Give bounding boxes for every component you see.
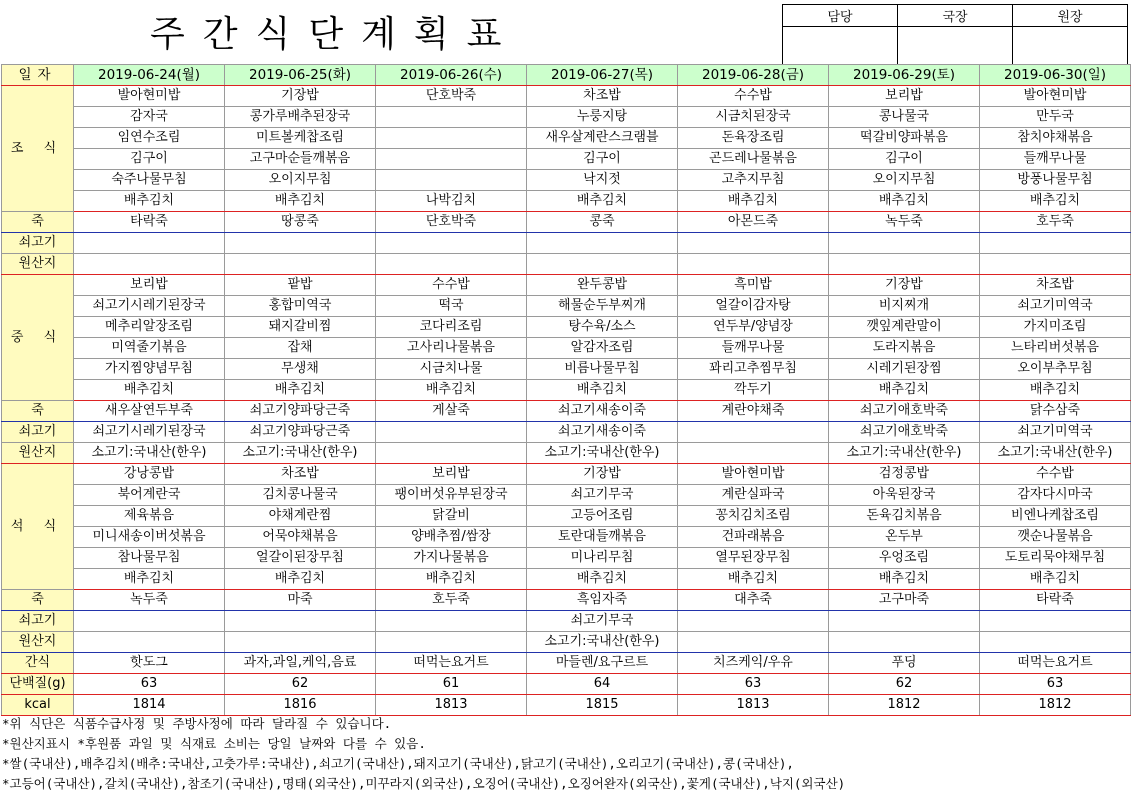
meal-label-lunch: 중 식 — [2, 275, 74, 401]
protein-value: 63 — [980, 674, 1131, 695]
menu-item: 배추김치 — [376, 569, 527, 590]
menu-item: 시레기된장찜 — [829, 359, 980, 380]
beef-origin-label: 원산지 — [2, 443, 74, 464]
menu-item: 미니새송이버섯볶음 — [74, 527, 225, 548]
menu-item: 무생채 — [225, 359, 376, 380]
menu-item: 알감자조림 — [527, 338, 678, 359]
porridge-item: 녹두죽 — [829, 212, 980, 233]
snack-item: 떠먹는요거트 — [376, 653, 527, 674]
kcal-value: 1815 — [527, 695, 678, 716]
porridge-item: 쇠고기양파당근죽 — [225, 401, 376, 422]
menu-item: 북어계란국 — [74, 485, 225, 506]
protein-value: 63 — [74, 674, 225, 695]
menu-item: 비름나물무침 — [527, 359, 678, 380]
menu-item: 배추김치 — [225, 569, 376, 590]
porridge-item: 계란야채죽 — [678, 401, 829, 422]
table-row — [2, 422, 1131, 443]
snack-item: 과자,과일,케익,음료 — [225, 653, 376, 674]
table-row — [2, 149, 1131, 170]
menu-item — [376, 170, 527, 191]
porridge-item: 쇠고기애호박죽 — [829, 401, 980, 422]
menu-item: 발아현미밥 — [74, 86, 225, 107]
date-header: 2019-06-30(일) — [980, 65, 1131, 86]
beef-origin-item — [225, 611, 376, 632]
table-row — [2, 527, 1131, 548]
menu-item: 배추김치 — [527, 380, 678, 401]
date-header: 2019-06-26(수) — [376, 65, 527, 86]
meal-label-dinner: 석 식 — [2, 464, 74, 590]
menu-item: 도토리묵야채무침 — [980, 548, 1131, 569]
menu-item: 어묵야채볶음 — [225, 527, 376, 548]
menu-item: 계란실파국 — [678, 485, 829, 506]
approval-label-staff: 담당 — [783, 5, 898, 27]
approval-box — [782, 4, 1128, 68]
table-row — [2, 212, 1131, 233]
page-title: 주간식단계획표 — [150, 14, 520, 55]
menu-item: 꽈리고추찜무침 — [678, 359, 829, 380]
beef-origin-item — [376, 443, 527, 464]
menu-item: 발아현미밥 — [678, 464, 829, 485]
menu-item: 배추김치 — [74, 569, 225, 590]
menu-item: 팽이버섯유부된장국 — [376, 485, 527, 506]
kcal-value: 1816 — [225, 695, 376, 716]
table-row — [2, 548, 1131, 569]
menu-item: 미나리무침 — [527, 548, 678, 569]
menu-item: 쇠고기미역국 — [980, 296, 1131, 317]
menu-item: 완두콩밥 — [527, 275, 678, 296]
date-header: 2019-06-29(토) — [829, 65, 980, 86]
menu-item: 수수밥 — [678, 86, 829, 107]
table-row — [2, 107, 1131, 128]
beef-origin-item — [527, 254, 678, 275]
menu-item: 미역줄기볶음 — [74, 338, 225, 359]
table-row — [2, 590, 1131, 611]
porridge-item: 콩죽 — [527, 212, 678, 233]
menu-item: 돼지갈비찜 — [225, 317, 376, 338]
menu-item: 배추김치 — [74, 191, 225, 212]
menu-item: 돈육장조림 — [678, 128, 829, 149]
beef-origin-item: 소고기:국내산(한우) — [829, 443, 980, 464]
menu-item: 홍합미역국 — [225, 296, 376, 317]
menu-item: 김구이 — [829, 149, 980, 170]
approval-label-director: 국장 — [898, 5, 1013, 27]
beef-origin-item — [980, 254, 1131, 275]
date-header-label: 일자 — [2, 65, 74, 86]
porridge-label: 죽 — [2, 401, 74, 422]
beef-origin-item — [225, 233, 376, 254]
beef-origin-item: 쇠고기양파당근죽 — [225, 422, 376, 443]
porridge-item: 고구마죽 — [829, 590, 980, 611]
date-header: 2019-06-25(화) — [225, 65, 376, 86]
menu-item: 꽁치김치조림 — [678, 506, 829, 527]
menu-item: 배추김치 — [678, 191, 829, 212]
porridge-item: 타락죽 — [74, 212, 225, 233]
menu-item: 참나물무침 — [74, 548, 225, 569]
menu-item: 건파래볶음 — [678, 527, 829, 548]
menu-item: 연두부/양념장 — [678, 317, 829, 338]
menu-item: 발아현미밥 — [980, 86, 1131, 107]
menu-item: 비지찌개 — [829, 296, 980, 317]
beef-origin-item — [980, 233, 1131, 254]
menu-item: 고구마순들깨볶음 — [225, 149, 376, 170]
beef-origin-item — [829, 233, 980, 254]
menu-item: 해물순두부찌개 — [527, 296, 678, 317]
menu-item: 고추지무침 — [678, 170, 829, 191]
note-line: *원산지표시 *후원품 과일 및 식재료 소비는 당일 날짜와 다를 수 있음. — [2, 736, 426, 751]
beef-origin-item — [980, 611, 1131, 632]
beef-origin-item: 쇠고기미역국 — [980, 422, 1131, 443]
table-row — [2, 338, 1131, 359]
table-row — [2, 653, 1131, 674]
menu-item: 야채계란찜 — [225, 506, 376, 527]
table-row — [2, 233, 1131, 254]
menu-item: 오이지무침 — [829, 170, 980, 191]
beef-origin-item: 쇠고기시레기된장국 — [74, 422, 225, 443]
menu-item: 배추김치 — [74, 380, 225, 401]
beef-origin-item — [376, 254, 527, 275]
beef-origin-item — [829, 611, 980, 632]
beef-origin-item — [678, 632, 829, 653]
menu-item: 쇠고기시레기된장국 — [74, 296, 225, 317]
beef-origin-item — [829, 254, 980, 275]
menu-item: 열무된장무침 — [678, 548, 829, 569]
porridge-item: 녹두죽 — [74, 590, 225, 611]
menu-item: 팥밥 — [225, 275, 376, 296]
menu-item: 김구이 — [74, 149, 225, 170]
beef-origin-item — [376, 632, 527, 653]
approval-sign-staff[interactable] — [783, 27, 898, 68]
table-row — [2, 632, 1131, 653]
approval-sign-director[interactable] — [898, 27, 1013, 68]
table-row — [2, 86, 1131, 107]
table-row — [2, 674, 1131, 695]
beef-origin-item: 소고기:국내산(한우) — [527, 632, 678, 653]
table-row — [2, 191, 1131, 212]
note-line: *위 식단은 식품수급사정 및 주방사정에 따라 달라질 수 있습니다. — [2, 716, 392, 731]
beef-origin-item: 쇠고기무국 — [527, 611, 678, 632]
menu-item: 들깨무나물 — [678, 338, 829, 359]
menu-item: 깍두기 — [678, 380, 829, 401]
kcal-value: 1812 — [980, 695, 1131, 716]
table-row — [2, 506, 1131, 527]
menu-item: 코다리조림 — [376, 317, 527, 338]
beef-origin-item: 소고기:국내산(한우) — [74, 443, 225, 464]
table-row — [2, 464, 1131, 485]
menu-item: 기장밥 — [527, 464, 678, 485]
menu-item: 도라지볶음 — [829, 338, 980, 359]
kcal-value: 1814 — [74, 695, 225, 716]
menu-item: 수수밥 — [376, 275, 527, 296]
menu-item: 방풍나물무침 — [980, 170, 1131, 191]
porridge-label: 죽 — [2, 212, 74, 233]
menu-item: 가지나물볶음 — [376, 548, 527, 569]
menu-item — [376, 107, 527, 128]
menu-item: 보리밥 — [376, 464, 527, 485]
menu-item: 온두부 — [829, 527, 980, 548]
menu-item: 낙지젓 — [527, 170, 678, 191]
menu-item: 오이지무침 — [225, 170, 376, 191]
date-header: 2019-06-27(목) — [527, 65, 678, 86]
menu-item: 기장밥 — [829, 275, 980, 296]
menu-item: 숙주나물무침 — [74, 170, 225, 191]
menu-item: 배추김치 — [225, 380, 376, 401]
beef-origin-item — [980, 632, 1131, 653]
protein-value: 63 — [678, 674, 829, 695]
table-row — [2, 611, 1131, 632]
menu-item: 쇠고기무국 — [527, 485, 678, 506]
snack-item: 떠먹는요거트 — [980, 653, 1131, 674]
menu-item: 배추김치 — [225, 191, 376, 212]
beef-origin-item — [376, 611, 527, 632]
menu-item: 검정콩밥 — [829, 464, 980, 485]
beef-origin-label: 원산지 — [2, 632, 74, 653]
beef-origin-label: 원산지 — [2, 254, 74, 275]
menu-item: 배추김치 — [829, 380, 980, 401]
beef-origin-item — [74, 632, 225, 653]
note-line: *쌀(국내산),배추김치(배추:국내산,고춧가루:국내산),쇠고기(국내산),돼지고기(국내산),닭고기(국내산),오리고기(국내산),콩(국내산), — [2, 756, 794, 771]
snack-item: 푸딩 — [829, 653, 980, 674]
menu-item: 깻잎계란말이 — [829, 317, 980, 338]
menu-item: 배추김치 — [829, 569, 980, 590]
beef-origin-item — [678, 422, 829, 443]
date-header: 2019-06-28(금) — [678, 65, 829, 86]
menu-item: 만두국 — [980, 107, 1131, 128]
kcal-value: 1812 — [829, 695, 980, 716]
kcal-value: 1813 — [376, 695, 527, 716]
table-row — [2, 401, 1131, 422]
menu-item: 차조밥 — [225, 464, 376, 485]
beef-origin-label: 쇠고기 — [2, 611, 74, 632]
menu-item: 김치콩나물국 — [225, 485, 376, 506]
beef-origin-item — [74, 233, 225, 254]
kcal-label: kcal — [2, 695, 74, 716]
menu-item: 시금치나물 — [376, 359, 527, 380]
beef-origin-item: 소고기:국내산(한우) — [980, 443, 1131, 464]
porridge-item: 쇠고기새송이죽 — [527, 401, 678, 422]
menu-item: 수수밥 — [980, 464, 1131, 485]
beef-origin-item — [678, 443, 829, 464]
snack-item: 마들렌/요구르트 — [527, 653, 678, 674]
table-row — [2, 254, 1131, 275]
weekly-menu-table — [1, 64, 1131, 716]
beef-origin-item — [74, 611, 225, 632]
beef-origin-item — [527, 233, 678, 254]
menu-item: 배추김치 — [980, 569, 1131, 590]
menu-item: 배추김치 — [376, 380, 527, 401]
menu-item: 아욱된장국 — [829, 485, 980, 506]
approval-sign-head[interactable] — [1013, 27, 1128, 68]
protein-value: 62 — [225, 674, 376, 695]
menu-item: 가지미조림 — [980, 317, 1131, 338]
menu-item: 토란대들깨볶음 — [527, 527, 678, 548]
beef-origin-item — [74, 254, 225, 275]
table-row — [2, 65, 1131, 86]
menu-item: 고사리나물볶음 — [376, 338, 527, 359]
menu-item: 깻순나물볶음 — [980, 527, 1131, 548]
protein-label: 단백질(g) — [2, 674, 74, 695]
table-row — [2, 128, 1131, 149]
menu-item: 보리밥 — [74, 275, 225, 296]
menu-item: 감자다시마국 — [980, 485, 1131, 506]
porridge-item: 마죽 — [225, 590, 376, 611]
menu-item: 배추김치 — [980, 191, 1131, 212]
menu-item: 닭갈비 — [376, 506, 527, 527]
menu-item: 얼갈이된장무침 — [225, 548, 376, 569]
menu-item: 감자국 — [74, 107, 225, 128]
menu-item: 콩가루배추된장국 — [225, 107, 376, 128]
menu-item: 메추리알장조림 — [74, 317, 225, 338]
menu-item — [376, 149, 527, 170]
porridge-item: 대추죽 — [678, 590, 829, 611]
porridge-item: 타락죽 — [980, 590, 1131, 611]
porridge-item: 단호박죽 — [376, 212, 527, 233]
porridge-item: 닭수삼죽 — [980, 401, 1131, 422]
menu-item: 참치야채볶음 — [980, 128, 1131, 149]
menu-item: 임연수조림 — [74, 128, 225, 149]
snack-label: 간식 — [2, 653, 74, 674]
porridge-item: 아몬드죽 — [678, 212, 829, 233]
table-row — [2, 485, 1131, 506]
menu-item: 누룽지탕 — [527, 107, 678, 128]
table-row — [2, 359, 1131, 380]
date-header: 2019-06-24(월) — [74, 65, 225, 86]
menu-item: 느타리버섯볶음 — [980, 338, 1131, 359]
menu-item: 얼갈이감자탕 — [678, 296, 829, 317]
menu-item: 미트볼케찹조림 — [225, 128, 376, 149]
menu-item: 배추김치 — [678, 569, 829, 590]
table-row — [2, 569, 1131, 590]
menu-item: 고등어조림 — [527, 506, 678, 527]
beef-origin-item: 쇠고기애호박죽 — [829, 422, 980, 443]
porridge-item: 흑임자죽 — [527, 590, 678, 611]
menu-item: 양배추찜/쌈장 — [376, 527, 527, 548]
table-row — [2, 443, 1131, 464]
meal-label-breakfast: 조 식 — [2, 86, 74, 212]
menu-item: 단호박죽 — [376, 86, 527, 107]
menu-item: 오이부추무침 — [980, 359, 1131, 380]
beef-origin-item — [376, 422, 527, 443]
menu-item: 흑미밥 — [678, 275, 829, 296]
beef-origin-label: 쇠고기 — [2, 422, 74, 443]
menu-item: 돈육김치볶음 — [829, 506, 980, 527]
beef-origin-item — [829, 632, 980, 653]
menu-item: 김구이 — [527, 149, 678, 170]
menu-item: 떡갈비양파볶음 — [829, 128, 980, 149]
menu-item: 떡국 — [376, 296, 527, 317]
beef-origin-item — [678, 254, 829, 275]
table-row — [2, 317, 1131, 338]
menu-item: 나박김치 — [376, 191, 527, 212]
beef-origin-item: 소고기:국내산(한우) — [527, 443, 678, 464]
beef-origin-item — [678, 233, 829, 254]
menu-item: 차조밥 — [980, 275, 1131, 296]
beef-origin-item — [376, 233, 527, 254]
porridge-item: 땅콩죽 — [225, 212, 376, 233]
porridge-item: 호두죽 — [980, 212, 1131, 233]
table-row — [2, 695, 1131, 716]
table-row — [2, 170, 1131, 191]
beef-origin-item: 소고기:국내산(한우) — [225, 443, 376, 464]
menu-item: 보리밥 — [829, 86, 980, 107]
menu-item: 강낭콩밥 — [74, 464, 225, 485]
menu-item: 잡채 — [225, 338, 376, 359]
menu-item: 곤드레나물볶음 — [678, 149, 829, 170]
table-row — [2, 380, 1131, 401]
beef-origin-item — [225, 254, 376, 275]
menu-item: 탕수육/소스 — [527, 317, 678, 338]
notes — [2, 714, 845, 794]
menu-item: 들깨무나물 — [980, 149, 1131, 170]
menu-item: 비엔나케찹조림 — [980, 506, 1131, 527]
beef-origin-item — [225, 632, 376, 653]
table-row — [2, 275, 1131, 296]
menu-item: 차조밥 — [527, 86, 678, 107]
menu-item: 새우살계란스크램블 — [527, 128, 678, 149]
menu-item: 배추김치 — [527, 191, 678, 212]
beef-origin-item: 쇠고기새송이죽 — [527, 422, 678, 443]
menu-item: 가지찜양념무침 — [74, 359, 225, 380]
menu-item — [376, 128, 527, 149]
protein-value: 61 — [376, 674, 527, 695]
menu-item: 기장밥 — [225, 86, 376, 107]
table-row — [2, 296, 1131, 317]
menu-item: 콩나물국 — [829, 107, 980, 128]
snack-item: 치즈케익/우유 — [678, 653, 829, 674]
menu-item: 시금치된장국 — [678, 107, 829, 128]
porridge-item: 호두죽 — [376, 590, 527, 611]
protein-value: 64 — [527, 674, 678, 695]
porridge-item: 게살죽 — [376, 401, 527, 422]
beef-origin-label: 쇠고기 — [2, 233, 74, 254]
beef-origin-item — [678, 611, 829, 632]
menu-item: 우엉조림 — [829, 548, 980, 569]
snack-item: 핫도그 — [74, 653, 225, 674]
menu-item: 배추김치 — [980, 380, 1131, 401]
protein-value: 62 — [829, 674, 980, 695]
menu-item: 제육볶음 — [74, 506, 225, 527]
menu-item: 배추김치 — [829, 191, 980, 212]
porridge-item: 새우살연두부죽 — [74, 401, 225, 422]
menu-item: 배추김치 — [527, 569, 678, 590]
note-line: *고등어(국내산),갈치(국내산),참조기(국내산),명태(외국산),미꾸라지(외국산),오징어(국내산),오징어완자(외국산),꽃게(국내산),낙지(외국산) — [2, 776, 846, 791]
porridge-label: 죽 — [2, 590, 74, 611]
approval-label-head: 원장 — [1013, 5, 1128, 27]
kcal-value: 1813 — [678, 695, 829, 716]
